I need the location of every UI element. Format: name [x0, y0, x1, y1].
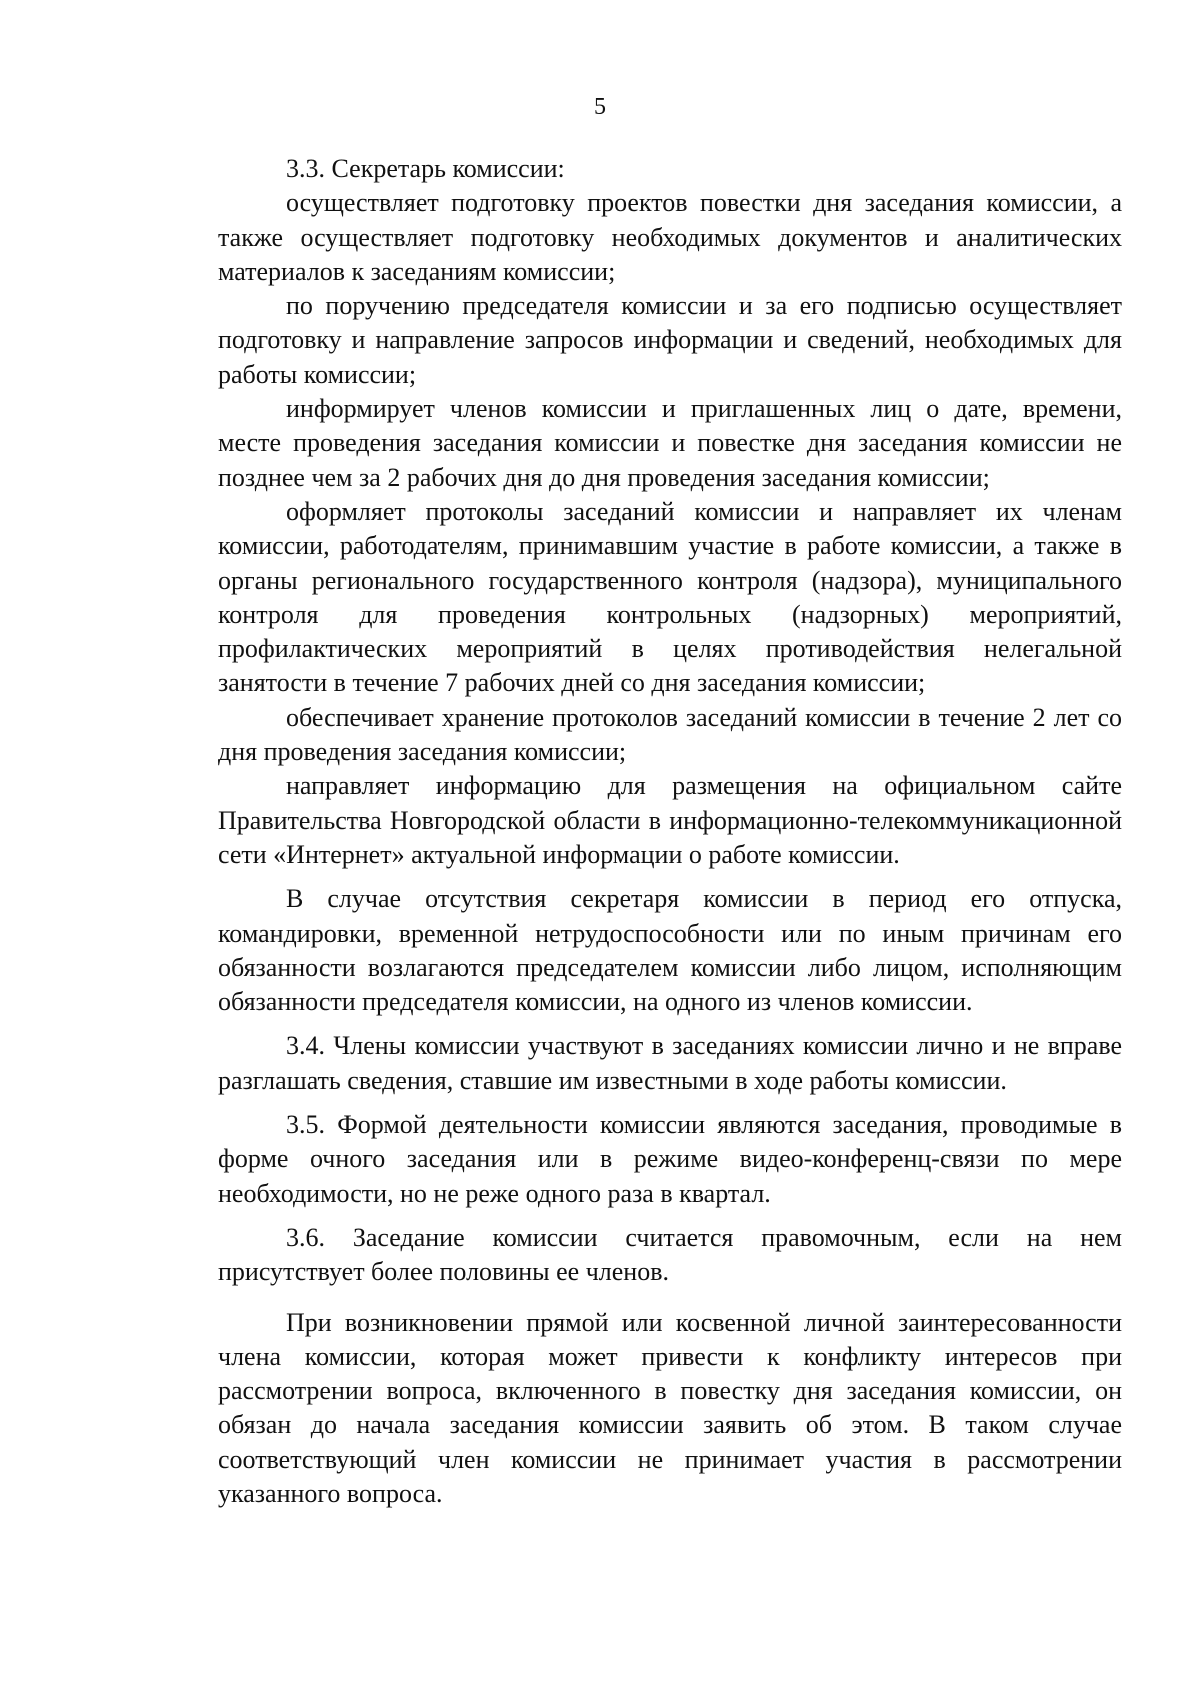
paragraph-3-4: 3.4. Члены комиссии участвуют в заседаниях комиссии лично и не вправе разглашать сведения, ставшие им известными в ходе работы комиссии.: [218, 1031, 1122, 1095]
page-number: 5: [594, 94, 606, 120]
paragraph-secretary-absence: В случае отсутствия секретаря комиссии в период его отпуска, командировки, временной нетрудоспособности или по иным причинам его обязанности возлагаются председателем комиссии либо лицом, исполняющим обязанности председателя комиссии, на одного из членов комиссии.: [218, 884, 1122, 1017]
paragraph-3-3-heading: 3.3. Секретарь комиссии:: [286, 154, 565, 183]
paragraph-protocol-storage: обеспечивает хранение протоколов заседаний комиссии в течение 2 лет со дня проведения заседания комиссии;: [218, 702, 1122, 767]
paragraph-3-5: 3.5. Формой деятельности комиссии являются заседания, проводимые в форме очного заседания или в режиме видео-конференц-связи по мере необходимости, но не реже одного раза в квартал.: [218, 1110, 1122, 1208]
document-body: [218, 152, 1122, 1511]
paragraph-meeting-notification: информирует членов комиссии и приглашенных лиц о дате, времени, месте проведения заседания комиссии и повестке дня заседания комиссии не позднее чем за 2 рабочих дня до дня проведения заседания комиссии;: [218, 394, 1122, 492]
paragraph-3-6: 3.6. Заседание комиссии считается правомочным, если на нем присутствует более половины ее членов.: [218, 1222, 1122, 1287]
paragraph-protocols: оформляет протоколы заседаний комиссии и направляет их членам комиссии, работодателям, принимавшим участие в работе комиссии, а также в органы регионального государственного контроля (надзора), муниципального контроля для проведения контрольных (надзорных) мероприятий, профилактических мероприятий в целях противодействия нелегальной занятости в течение 7 рабочих дней со дня заседания комиссии;: [218, 496, 1122, 698]
paragraph-website-information: направляет информацию для размещения на официальном сайте Правительства Новгородской области в информационно-телекоммуникационной сети «Интернет» актуальной информации о работе комиссии.: [218, 771, 1122, 869]
paragraph-information-requests: по поручению председателя комиссии и за его подписью осуществляет подготовку и направление запросов информации и сведений, необходимых для работы комиссии;: [218, 291, 1122, 389]
paragraph-conflict-of-interest: При возникновении прямой или косвенной личной заинтересованности члена комиссии, которая может привести к конфликту интересов при рассмотрении вопроса, включенного в повестку дня заседания комиссии, он обязан до начала заседания комиссии заявить об этом. В таком случае соответствующий член комиссии не принимает участия в рассмотрении указанного вопроса.: [218, 1307, 1122, 1508]
paragraph-agenda-preparation: осуществляет подготовку проектов повестки дня заседания комиссии, а также осуществляет подготовку необходимых документов и аналитических материалов к заседаниям комиссии;: [218, 188, 1122, 286]
